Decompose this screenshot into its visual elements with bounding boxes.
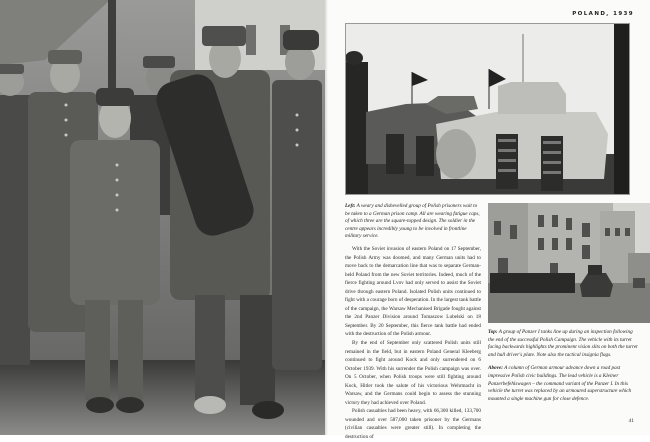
running-head: POLAND, 1939	[572, 11, 634, 17]
photo-polish-prisoners	[0, 0, 325, 435]
body-paragraph: With the Soviet invasion of eastern Poland on 17 September, the Polish Army was doomed, and many German units had to move back to the demarcation line that was to separate German-held Poland from the new Soviet territories. Indeed, much of the fierce fighting around Lvov had only served to assist the Soviet drive through eastern Poland. Isolated Polish units continued to fight with a courage born of desperation. In the largest tank battle of the campaign, the Warsaw Mechanised Brigade fought against the 2nd Panzer Division around Tomaszow Lubelski on 18 September. By 20 September, this fierce tank battle had ended with the destruction of the Polish armour.	[345, 246, 481, 338]
body-text-column	[345, 245, 481, 442]
caption-lead-above: Above:	[488, 365, 503, 372]
caption-text-top: A group of Panzer I tanks line up during an inspection following the end of the successful Polish Campaign. The vehicle with its turret facing backwards highlights the prominent vision slits on both the turret and hull driver's plate. Note also the tactical insignia flags.	[488, 329, 638, 358]
caption-prisoners	[345, 203, 481, 241]
caption-above	[488, 365, 638, 403]
caption-lead-top: Top:	[488, 329, 498, 335]
photo-panzer-tanks	[345, 23, 630, 195]
caption-text-left: A weary and dishevelled group of Polish prisoners wait to be taken to a German prison camp. All are wearing fatigue caps, of which three are the square-topped design. The soldier in the centre appears incredibly young to be involved in frontline military service.	[345, 203, 480, 240]
caption-text-above: A column of German armour advance down a road past impressive Polish civic buildings. The lead vehicle is a Kleiner Panzerbefehlswagen – the command variant of the Panzer I. In this vehicle the turret was replaced by an armoured superstructure which mounted a single machine gun for close defence.	[488, 365, 632, 402]
body-paragraph: Polish casualties had been heavy, with 66,300 killed, 133,700 wounded and over 587,000 taken prisoner by the Germans (civilian casualties were greater still). In completing the destruction of	[345, 408, 481, 441]
caption-top	[488, 329, 638, 359]
captions-right-column	[488, 329, 638, 409]
armour-column-photo-image	[488, 203, 650, 323]
prisoners-photo-image	[0, 0, 325, 435]
page-number: 41	[628, 418, 634, 424]
tanks-photo-image	[346, 24, 629, 194]
right-page	[328, 0, 650, 441]
body-paragraph: By the end of September only scattered Polish units still remained in the field, but in eastern Poland General Kleeberg continued to fight around Kock and only surrendered on 6 October 1939. With his surrender the Polish campaign was over. On 5 October, when Polish troops were still fighting around Kock, Hitler took the salute of his victorious Wehrmacht in Warsaw, and the Germans could begin to assess the stunning victory they had achieved over Poland.	[345, 340, 481, 406]
caption-lead-left: Left:	[345, 203, 356, 209]
photo-armour-column	[488, 203, 650, 323]
